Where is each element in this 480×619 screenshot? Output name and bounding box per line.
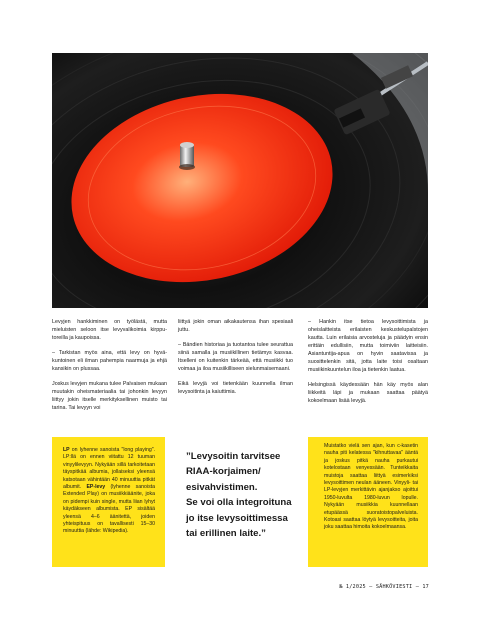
paragraph: Joskus levyjen mukana tulee Palvaisen mukaan muutakin oheismateriaalia tai johonkin levyyn liittyy jokin itselle merkityksellinen muisto tai tarina. Tai levyyn voi bbox=[52, 381, 167, 411]
quote-line: RIAA-korjaimen/ bbox=[186, 466, 261, 478]
body-column-1 bbox=[52, 318, 167, 419]
page-footer: № 1/2025 — SÄHKÖVIESTI — 17 bbox=[339, 584, 429, 590]
paragraph: – Tarkistan myös aina, että levy on hyväkuntoinen eli ilman pahempia naarmuja ja ehjä kansikin on plussaa. bbox=[52, 350, 167, 372]
body-column-3 bbox=[308, 318, 428, 412]
lp-term: LP bbox=[63, 447, 70, 453]
ep-term: EP-levy bbox=[86, 484, 106, 491]
ep-definition: (lyhenne sanoista Extended Play) on musiikkiäänite, joka on pidempi kuin single, mutta liian lyhyt käydäkseen albumista. EP sisältää yleensä 4–6 äänitettä, joiden yhteispituus on tavallisesti 15–30 minuuttia (lähde: Wikipedia). bbox=[63, 484, 155, 535]
cassette-memories-box bbox=[308, 437, 428, 567]
pull-quote bbox=[186, 449, 301, 541]
info-box-text bbox=[63, 447, 155, 536]
quote-line: jo itse levysoittimessa bbox=[186, 512, 288, 524]
quote-line: Se voi olla integroituna bbox=[186, 497, 292, 509]
lp-definition: on lyhenne sanoista "long playing". LP:llä on ennen viitattu 12 tuuman vinyylilevyyn. Nykyään sillä tarkoitetaan täyspitkää albumia, jollaiseksi yleensä katsotaan vähintään 40 minuuttia pitkät albumit. bbox=[63, 447, 155, 491]
quote-line: ”Levysoitin tarvitsee bbox=[186, 451, 281, 462]
info-box-text: Muistatko vielä sen ajan, kun c-kasetin nauha piti kelatessa "kihnuttavaa" ääntä ja joskus pitkä nauha purkautui kotelostaan venyessään. Tunteikkaita muistoja saattaa liittyä esimerkiksi levysoittimen neulan ääneen. Vinyyli- tai LP-levyjen merkittävin ajanjakso ajoittui 1950-luvulta 1980-luvun lopulle. Nykyään musiikkia kuunnellaan etupäässä suoratoistopalveluista. Kotoasi saattaa löytyä levysoitteita, joita joku saattaa himoita kokoelmaansa. bbox=[324, 443, 418, 531]
quote-line: tai erillinen laite.” bbox=[186, 528, 266, 540]
record-player-photo bbox=[52, 53, 428, 308]
paragraph: liittyä jokin oman aikakautensa ihan spesiaali juttu. bbox=[178, 319, 293, 333]
lp-ep-info-box bbox=[52, 437, 165, 567]
paragraph: Levyjen hankkiminen on työlästä, mutta mieluisten seloon itse levyvalikoimia kirpputoreilla ja kaupoissa. bbox=[52, 319, 167, 341]
paragraph: Helsingissä käydessään hän käy myös alan liikkeitä läpi ja mukaan saattaa päätyä kokoelmaan lisää levyjä. bbox=[308, 382, 428, 404]
turntable-illustration bbox=[52, 53, 428, 308]
paragraph: Eikä levyjä voi tietenkään kuunnella ilman levysoitinta ja kaiuttimia. bbox=[178, 381, 293, 395]
quote-line: esivahvistimen. bbox=[186, 481, 258, 493]
paragraph: – Hankin itse tietoa levysoittimista ja oheislaitteista erilaisten keskustelupalstojen kautta. Luin erilaisia arvosteluja ja päädyin ensin erittäin edullisiin, mutta toimiviin laitteisiin. Asiantuntija-apua on hyvin saatavissa ja suosittelenkin sitä, jotta laite toisi osaltaan musiikinkuuntelun iloa ja tietenkin laatua. bbox=[308, 319, 428, 373]
body-column-2 bbox=[178, 318, 293, 403]
paragraph: – Bändien historiaa ja tuotantoa tulee seurattua siinä samalla ja musiikillinen tietämys kasvaa. Itselleni on kuitenkin tärkeää, että musiikki tuo voimaa ja iloa musiikilliseen sielunmaisemaani. bbox=[178, 342, 293, 372]
